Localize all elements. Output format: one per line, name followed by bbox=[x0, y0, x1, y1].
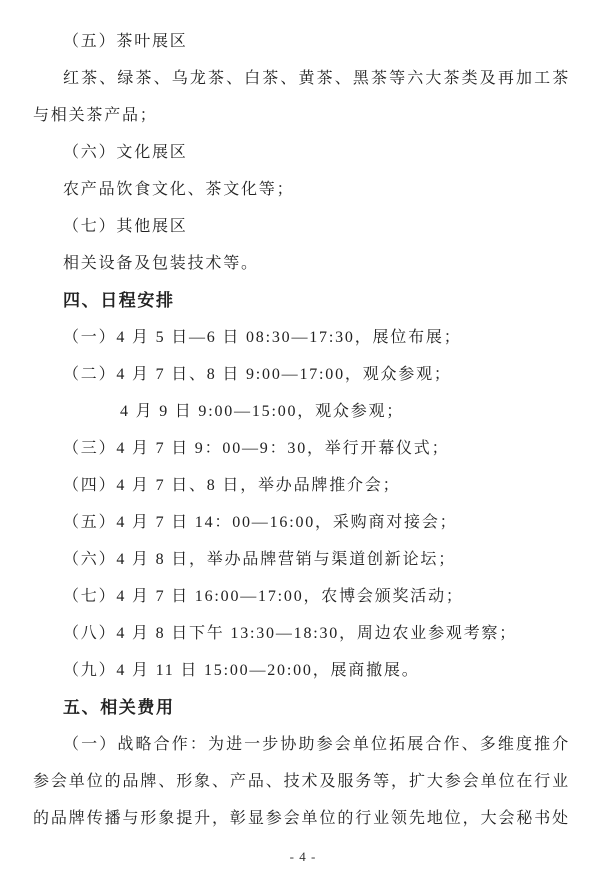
body-line: 相关设备及包装技术等。 bbox=[63, 255, 259, 272]
body-line: 与相关茶产品； bbox=[33, 107, 158, 124]
section-heading-fees: 五、相关费用 bbox=[63, 698, 175, 717]
subsection-title-tea-zone: （五）茶叶展区 bbox=[63, 33, 188, 50]
schedule-item-7: （七）4 月 7 日 16:00—17:00，农博会颁奖活动； bbox=[63, 588, 464, 605]
fees-paragraph-line: （一）战略合作：为进一步协助参会单位拓展合作、多维度推介 bbox=[63, 736, 570, 753]
schedule-item-1: （一）4 月 5 日—6 日 08:30—17:30，展位布展； bbox=[63, 329, 462, 346]
body-line: 农产品饮食文化、茶文化等； bbox=[63, 181, 295, 198]
schedule-item-2: （二）4 月 7 日、8 日 9:00—17:00，观众参观； bbox=[63, 366, 452, 383]
fees-paragraph-line: 的品牌传播与形象提升，彰显参会单位的行业领先地位，大会秘书处 bbox=[33, 810, 570, 827]
document-page bbox=[33, 23, 570, 837]
schedule-item-5: （五）4 月 7 日 14：00—16:00，采购商对接会； bbox=[63, 514, 458, 531]
schedule-item-4: （四）4 月 7 日、8 日，举办品牌推介会； bbox=[63, 477, 401, 494]
schedule-item-8: （八）4 月 8 日下午 13:30—18:30，周边农业参观考察； bbox=[63, 625, 518, 642]
schedule-item-3: （三）4 月 7 日 9：00—9：30，举行开幕仪式； bbox=[63, 440, 450, 457]
subsection-title-culture-zone: （六）文化展区 bbox=[63, 144, 188, 161]
subsection-title-other-zone: （七）其他展区 bbox=[63, 218, 188, 235]
section-heading-schedule: 四、日程安排 bbox=[63, 291, 175, 310]
body-line: 红茶、绿茶、乌龙茶、白茶、黄茶、黑茶等六大茶类及再加工茶 bbox=[63, 70, 570, 87]
fees-paragraph-line: 参会单位的品牌、形象、产品、技术及服务等，扩大参会单位在行业 bbox=[33, 773, 570, 790]
schedule-item-2-continued: 4 月 9 日 9:00—15:00，观众参观； bbox=[120, 403, 405, 420]
schedule-item-9: （九）4 月 11 日 15:00—20:00，展商撤展。 bbox=[63, 662, 420, 679]
page-number: - 4 - bbox=[289, 849, 317, 864]
schedule-item-6: （六）4 月 8 日，举办品牌营销与渠道创新论坛； bbox=[63, 551, 457, 568]
